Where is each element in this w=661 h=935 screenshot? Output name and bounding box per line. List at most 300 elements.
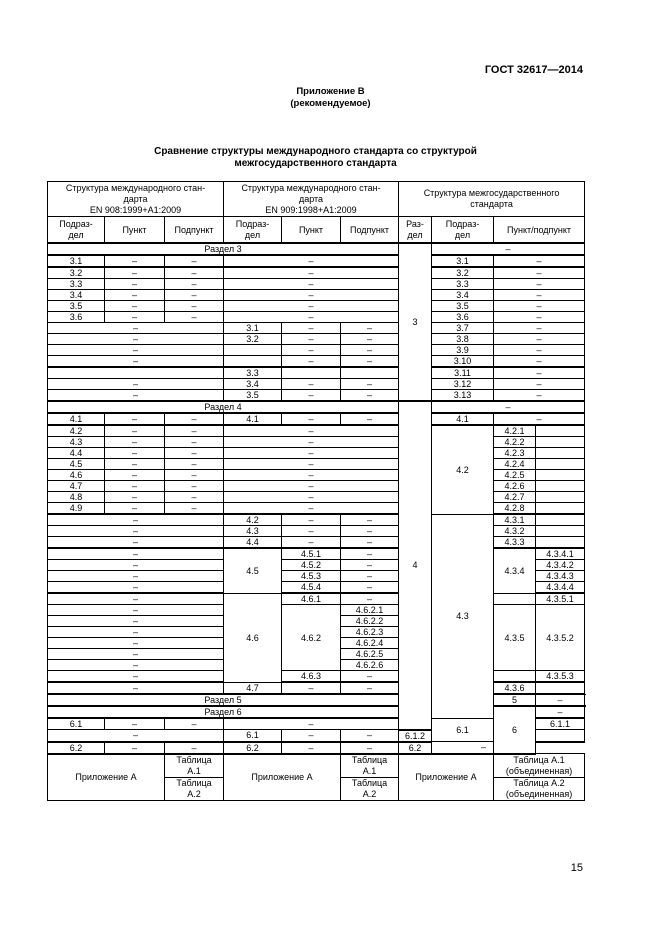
page-number: 15 [570, 862, 583, 874]
table-row [48, 537, 585, 549]
table-cell: – [224, 279, 399, 290]
table-cell: – [48, 526, 224, 537]
table-cell [536, 481, 585, 492]
table-cell: – [48, 390, 224, 402]
table-cell: 3.12 [432, 379, 494, 390]
table-cell: – [224, 425, 399, 437]
table-row [48, 437, 585, 448]
cell-text-line: дарта [298, 193, 324, 204]
table-cell: – [48, 638, 224, 649]
table-cell: 4.6 [48, 470, 105, 481]
table-cell: 3.8 [432, 334, 494, 345]
table-cell: – [48, 671, 224, 683]
col-razdel-g [399, 217, 432, 244]
table-row [48, 514, 585, 526]
table-cell: – [165, 459, 224, 470]
table-cell: 4.3.4.1 [536, 548, 585, 560]
table-cell: – [494, 345, 585, 356]
table-cell: – [48, 514, 224, 526]
cell-text-line: дарта [123, 193, 148, 204]
table-cell: 4.5.2 [282, 560, 341, 571]
table-cell: 4.2 [48, 425, 105, 437]
table-subheader-row [48, 217, 585, 244]
table-row [48, 671, 585, 683]
table-cell: 4.6.2.1 [341, 605, 399, 616]
table-cell: – [165, 742, 224, 754]
header-gost [399, 182, 585, 217]
table-cell: 4.7 [48, 481, 105, 492]
table-cell: 3.3 [224, 367, 282, 379]
table-cell: 3.10 [432, 356, 494, 368]
table-cell: – [341, 571, 399, 582]
table-cell: 4.7 [224, 682, 282, 694]
gost-razdel-5: 5 [494, 694, 536, 706]
table-cell [536, 730, 585, 742]
table-row [48, 323, 585, 334]
table-cell: – [105, 742, 165, 754]
table-cell: – [224, 481, 399, 492]
table-header-row [48, 182, 585, 217]
table-row [48, 742, 585, 754]
cell-text-line: Таблица [351, 777, 388, 788]
cell-text-line: Таблица А.1 [513, 754, 565, 765]
cell-text-line: Подраз- [59, 218, 93, 229]
table-cell: – [48, 571, 224, 582]
table-cell: 4.2.5 [494, 470, 536, 481]
section-5-label: Раздел 5 [48, 694, 399, 706]
table-cell: – [105, 312, 165, 323]
table-cell: – [48, 627, 224, 638]
col-podrazdel-g [432, 217, 494, 244]
table-cell: 3.5 [224, 390, 282, 402]
table-row [48, 470, 585, 481]
table-cell [224, 345, 282, 356]
table-cell: 4.2 [432, 425, 494, 514]
cell-text-line: EN 909:1998+A1:2009 [265, 204, 357, 215]
table-cell: – [282, 514, 341, 526]
table-cell: – [282, 742, 341, 754]
table-cell [494, 777, 585, 800]
table-cell: 4.1 [224, 413, 282, 425]
table-cell: 4.3.5.3 [536, 671, 585, 683]
cell-text-line: Таблица [351, 754, 388, 765]
table-cell: 4.1 [48, 413, 105, 425]
table-cell: – [494, 255, 585, 267]
table-cell: 3.3 [48, 279, 105, 290]
table-cell: 3.1 [432, 255, 494, 267]
table-cell: – [224, 312, 399, 323]
table-cell [536, 492, 585, 503]
table-cell: 3.2 [48, 267, 105, 279]
annex-a-label-b: Приложение А [224, 754, 341, 801]
table-cell: – [341, 671, 399, 683]
table-row [48, 243, 585, 255]
table-cell: – [105, 718, 165, 730]
table-cell: – [165, 267, 224, 279]
table-cell: 4.3.3 [494, 537, 536, 549]
table-cell: – [341, 593, 399, 605]
table-cell: – [224, 290, 399, 301]
section-6-label: Раздел 6 [48, 706, 399, 718]
table-cell: – [165, 718, 224, 730]
table-cell: 4.5.1 [282, 548, 341, 560]
table-cell: 4.3.5.2 [536, 605, 585, 671]
table-cell: 4.6.2.4 [341, 638, 399, 649]
table-cell: 4.5 [224, 548, 282, 593]
table-cell [494, 671, 536, 683]
table-cell: – [494, 301, 585, 312]
table-cell [282, 367, 341, 379]
table-cell: – [105, 255, 165, 267]
table-cell: – [224, 492, 399, 503]
table-row [48, 390, 585, 402]
cell-text-line: EN 908:1999+A1:2009 [89, 204, 182, 215]
table-cell: – [494, 267, 585, 279]
table-row [48, 356, 585, 368]
section-3-label: Раздел 3 [48, 243, 399, 255]
table-cell: 4.2.4 [494, 459, 536, 470]
table-cell: 6.1 [224, 730, 282, 742]
table-cell: – [494, 390, 585, 402]
table-cell: – [165, 301, 224, 312]
table-cell: 3.1 [48, 255, 105, 267]
table-row [48, 459, 585, 470]
table-cell: – [341, 560, 399, 571]
annex-a-label-a: Приложение А [48, 754, 165, 801]
table-row [48, 548, 585, 560]
table-cell: 6.2 [224, 742, 282, 754]
table-cell: 3.4 [432, 290, 494, 301]
table-cell: 3.3 [432, 279, 494, 290]
table-cell: – [105, 425, 165, 437]
table-cell: – [494, 413, 585, 425]
table-cell: – [224, 267, 399, 279]
table-cell: 4.3.1 [494, 514, 536, 526]
table-cell: – [105, 459, 165, 470]
table-cell: 3.5 [48, 301, 105, 312]
table-cell: 3.6 [48, 312, 105, 323]
gost-razdel-6: 6 [494, 706, 536, 754]
table-row [48, 682, 585, 694]
table-row [48, 345, 585, 356]
table-cell: 4.3 [48, 437, 105, 448]
table-cell: 4.3.4.4 [536, 582, 585, 594]
table-row [48, 503, 585, 515]
cell-text-line: Структура межгосударственного [423, 188, 560, 198]
document-code: ГОСТ 32617—2014 [484, 64, 583, 76]
table-cell: – [494, 356, 585, 368]
table-cell: – [432, 243, 585, 255]
table-row [48, 706, 585, 718]
table-cell: 4.3.5 [494, 605, 536, 671]
table-cell: – [48, 548, 224, 560]
table-row [48, 694, 585, 706]
table-cell: 4.3.4.3 [536, 571, 585, 582]
table-cell: – [224, 718, 399, 730]
table-cell: – [224, 448, 399, 459]
table-cell: – [105, 301, 165, 312]
table-cell [536, 682, 585, 694]
table-cell: – [165, 503, 224, 515]
table-cell: 4.6.2.3 [341, 627, 399, 638]
table-cell: 3.2 [432, 267, 494, 279]
table-cell: – [341, 730, 399, 742]
cell-text-line: Таблица [176, 777, 212, 788]
cell-text-line: Подраз- [235, 218, 270, 229]
table-cell: – [341, 548, 399, 560]
table-cell: – [165, 448, 224, 459]
table-cell: – [341, 334, 399, 345]
table-cell: – [341, 526, 399, 537]
table-row [48, 279, 585, 290]
table-cell: – [165, 413, 224, 425]
table-row [48, 290, 585, 301]
table-cell: – [494, 312, 585, 323]
table-cell: – [105, 481, 165, 492]
table-cell: 4.2.8 [494, 503, 536, 515]
table-cell: 3.7 [432, 323, 494, 334]
table-cell [536, 448, 585, 459]
table-cell: – [48, 593, 224, 605]
table-cell: – [48, 730, 224, 742]
table-cell: 4.5.3 [282, 571, 341, 582]
cell-text-line: А.1 [187, 765, 201, 776]
table-cell: – [48, 379, 224, 390]
cell-text-line: дел [407, 229, 423, 240]
table-cell: 4.6.1 [282, 593, 341, 605]
table-cell: – [165, 470, 224, 481]
cell-text-line: Подраз- [445, 218, 480, 229]
cell-text-line: дел [68, 229, 84, 240]
table-row [48, 413, 585, 425]
table-cell: – [105, 437, 165, 448]
table-cell: 6.2 [48, 742, 105, 754]
table-cell: – [105, 290, 165, 301]
table-row [48, 526, 585, 537]
table-title [0, 146, 631, 170]
table-cell: – [282, 730, 341, 742]
table-row [48, 448, 585, 459]
table-cell: – [494, 290, 585, 301]
table-cell: – [341, 345, 399, 356]
table-cell: – [48, 605, 224, 616]
table-cell: – [282, 379, 341, 390]
table-cell [536, 503, 585, 515]
table-cell: – [536, 694, 585, 706]
table-cell: – [494, 323, 585, 334]
cell-text-line: дел [454, 229, 471, 240]
table-cell: – [341, 742, 399, 754]
table-cell: – [341, 514, 399, 526]
col-pp-g: Пункт/подпункт [494, 217, 585, 244]
annex-kind: (рекомендуемое) [290, 98, 371, 109]
table-cell: – [432, 742, 536, 754]
table-cell: 4.4 [48, 448, 105, 459]
table-cell [165, 777, 224, 800]
structure-comparison-table [47, 181, 585, 801]
table-cell: – [48, 323, 224, 334]
table-cell [341, 777, 399, 800]
table-cell: 4.3 [432, 514, 494, 718]
table-row [48, 367, 585, 379]
table-cell: – [48, 356, 224, 368]
table-cell: 4.6 [224, 593, 282, 682]
table-cell: 4.3.2 [494, 526, 536, 537]
table-cell: – [105, 267, 165, 279]
table-row-annex [48, 754, 585, 778]
table-cell [536, 470, 585, 481]
table-cell: 3.13 [432, 390, 494, 402]
table-cell: 4.2.3 [494, 448, 536, 459]
table-cell: 4.6.3 [282, 671, 341, 683]
table-cell: 3.6 [432, 312, 494, 323]
table-cell: 4.9 [48, 503, 105, 515]
table-row [48, 605, 585, 616]
table-cell: 4.4 [224, 537, 282, 549]
table-cell: – [282, 537, 341, 549]
table-cell [341, 754, 399, 778]
cell-text-line: (объединенная) [505, 788, 573, 799]
table-cell: 4.2.1 [494, 425, 536, 437]
table-cell: – [341, 323, 399, 334]
table-cell: 4.6.2 [282, 605, 341, 671]
table-cell: 4.2.7 [494, 492, 536, 503]
table-cell: – [165, 492, 224, 503]
table-cell: 3.2 [224, 334, 282, 345]
cell-text-line: Таблица [176, 754, 212, 765]
table-cell: – [48, 537, 224, 549]
col-punkt-a: Пункт [105, 217, 165, 244]
table-row [48, 379, 585, 390]
table-cell: – [341, 537, 399, 549]
table-cell: 4.6.2.2 [341, 616, 399, 627]
table-cell: – [224, 437, 399, 448]
table-cell: – [48, 582, 224, 594]
cell-text-line: А.1 [362, 765, 377, 776]
table-cell: – [282, 334, 341, 345]
table-cell: – [105, 448, 165, 459]
table-cell: – [282, 390, 341, 402]
table-cell: – [165, 481, 224, 492]
table-cell: – [165, 312, 224, 323]
table-cell: – [48, 682, 224, 694]
table-cell: – [282, 345, 341, 356]
table-cell: – [282, 356, 341, 368]
table-cell: – [341, 356, 399, 368]
col-punkt-b: Пункт [282, 217, 341, 244]
cell-text-line: Раз- [406, 218, 424, 229]
table-cell: 4.3 [224, 526, 282, 537]
table-cell: – [48, 616, 224, 627]
col-podrazdel-b [224, 217, 282, 244]
table-cell [536, 526, 585, 537]
table-row [48, 267, 585, 279]
table-cell: – [536, 706, 585, 718]
table-cell: – [165, 437, 224, 448]
table-cell: – [282, 413, 341, 425]
table-cell: 4.3.6 [494, 682, 536, 694]
table-row [48, 255, 585, 267]
table-cell: 6.1 [432, 718, 494, 742]
table-cell: 4.2.6 [494, 481, 536, 492]
col-podrazdel-a [48, 217, 105, 244]
table-cell: 6.1 [48, 718, 105, 730]
table-row [48, 301, 585, 312]
table-row [48, 401, 585, 413]
table-cell: – [48, 660, 224, 671]
annex-heading [0, 86, 661, 110]
table-cell: 4.5 [48, 459, 105, 470]
cell-text-line: (объединенная) [505, 765, 573, 776]
table-cell [536, 459, 585, 470]
table-cell: – [224, 503, 399, 515]
col-podpunkt-b: Подпункт [341, 217, 399, 244]
table-row [48, 425, 585, 437]
table-cell: – [224, 255, 399, 267]
table-cell [48, 367, 224, 379]
header-en908 [48, 182, 224, 217]
table-cell: 4.3.4.2 [536, 560, 585, 571]
table-cell: – [432, 401, 585, 413]
table-row [48, 334, 585, 345]
table-cell: – [48, 649, 224, 660]
table-cell [165, 754, 224, 778]
table-cell: – [48, 560, 224, 571]
table-cell: 4.6.2.6 [341, 660, 399, 671]
table-cell: – [224, 470, 399, 481]
table-cell: 3.1 [224, 323, 282, 334]
table-cell [536, 425, 585, 437]
cell-text-line: Структура международного стан- [241, 182, 381, 193]
table-cell: 6.1.1 [536, 718, 585, 730]
table-cell: – [282, 682, 341, 694]
table-title-line-2: межгосударственного стандарта [234, 158, 397, 169]
table-cell: – [165, 279, 224, 290]
table-cell: – [341, 379, 399, 390]
header-en909 [224, 182, 399, 217]
table-cell: – [341, 682, 399, 694]
cell-text-line: стандарта [470, 199, 513, 209]
table-row [48, 481, 585, 492]
gost-razdel-3: 3 [399, 243, 432, 401]
gost-razdel-4: 4 [399, 401, 432, 730]
table-cell: – [282, 526, 341, 537]
table-cell: – [494, 279, 585, 290]
cell-text-line: А.2 [362, 788, 377, 799]
table-cell: – [341, 390, 399, 402]
table-cell: – [494, 379, 585, 390]
table-cell: 4.5.4 [282, 582, 341, 594]
table-cell: – [105, 470, 165, 481]
table-cell: – [105, 492, 165, 503]
table-row [48, 593, 585, 605]
cell-text-line: Структура международного стан- [65, 182, 206, 193]
table-cell: 3.4 [48, 290, 105, 301]
section-4-label: Раздел 4 [48, 401, 399, 413]
table-cell: – [48, 334, 224, 345]
annex-title: Приложение В [296, 86, 365, 97]
table-cell: – [341, 413, 399, 425]
table-cell [224, 356, 282, 368]
table-cell: – [165, 255, 224, 267]
table-cell [536, 514, 585, 526]
table-title-line-1: Сравнение структуры международного стандарта со структурой [154, 146, 477, 157]
table-cell: 3.9 [432, 345, 494, 356]
table-cell: 4.8 [48, 492, 105, 503]
table-cell: – [224, 459, 399, 470]
table-row [48, 492, 585, 503]
table-cell: – [341, 582, 399, 594]
